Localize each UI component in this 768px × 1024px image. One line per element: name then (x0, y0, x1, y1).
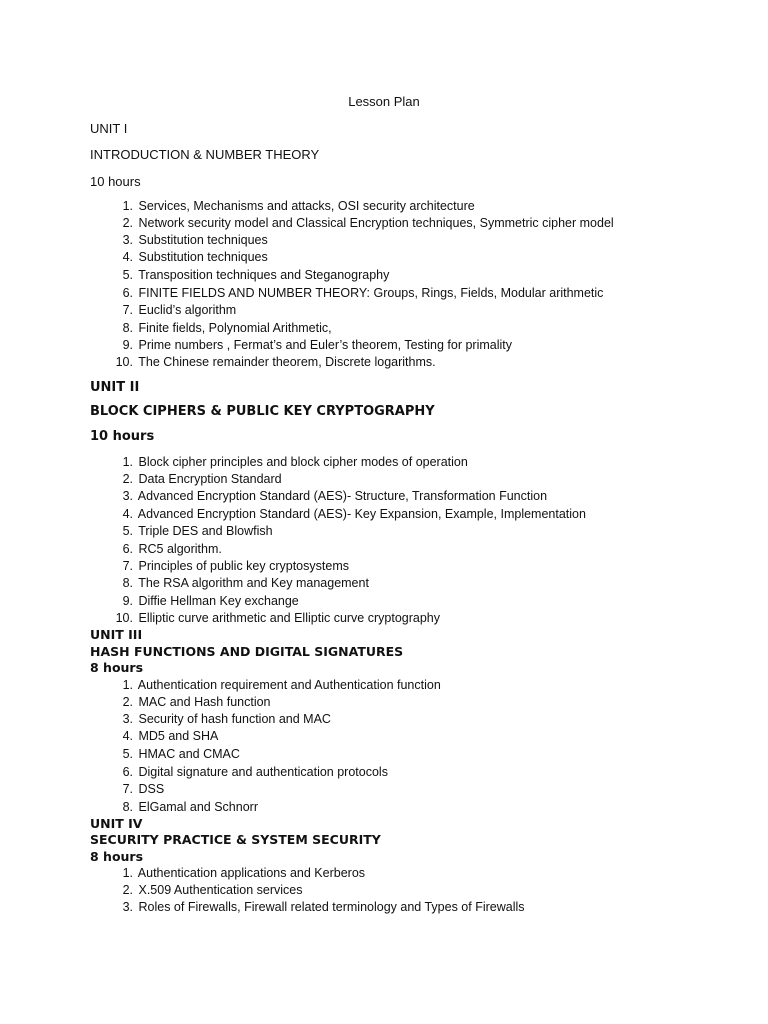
list-item (105, 507, 586, 521)
list-item-text: HMAC and CMAC (138, 747, 240, 761)
list-item-number: 10. (115, 355, 133, 369)
list-item-text: FINITE FIELDS AND NUMBER THEORY: Groups, Rings, Fields, Modular arithmetic (138, 286, 604, 300)
list-item (105, 765, 388, 779)
list-item-number: 3. (122, 233, 133, 247)
unit-4-hours: 8 hours (90, 849, 144, 864)
list-item (105, 216, 614, 230)
list-item (105, 542, 222, 556)
list-item-text: The Chinese remainder theorem, Discrete logarithms. (138, 355, 436, 369)
list-item (105, 303, 236, 317)
list-item-number: 4. (122, 507, 133, 521)
list-item-text: Authentication applications and Kerberos (137, 866, 366, 880)
list-item-number: 7. (122, 559, 133, 573)
list-item-number: 8. (122, 576, 133, 590)
list-item-number: 4. (122, 729, 133, 743)
list-item (105, 678, 441, 692)
list-item-text: Advanced Encryption Standard (AES)- Structure, Transformation Function (137, 489, 548, 503)
unit-1-heading: UNIT I (90, 121, 128, 136)
list-item-number: 3. (122, 712, 133, 726)
list-item-text: Digital signature and authentication protocols (138, 765, 388, 779)
list-item-text: MAC and Hash function (138, 695, 271, 709)
list-item (105, 455, 468, 469)
list-item (105, 321, 332, 335)
list-item-text: MD5 and SHA (138, 729, 219, 743)
list-item-text: Prime numbers , Fermat’s and Euler’s theorem, Testing for primality (138, 338, 513, 352)
list-item-number: 1. (122, 866, 133, 880)
list-item-text: The RSA algorithm and Key management (138, 576, 369, 590)
unit-2-topic: BLOCK CIPHERS & PUBLIC KEY CRYPTOGRAPHY (90, 404, 435, 419)
list-item (105, 489, 547, 503)
unit-4-heading: UNIT IV (90, 816, 143, 831)
list-item-number: 7. (122, 303, 133, 317)
list-item (105, 866, 365, 880)
list-item-number: 3. (122, 489, 133, 503)
list-item (105, 233, 268, 247)
list-item-number: 3. (122, 900, 133, 914)
list-item-number: 6. (122, 286, 133, 300)
list-item-text: Substitution techniques (138, 250, 268, 264)
document-title: Lesson Plan (348, 94, 420, 109)
list-item (105, 268, 389, 282)
list-item (105, 883, 302, 897)
list-item (105, 712, 331, 726)
list-item-number: 9. (122, 338, 133, 352)
list-item (105, 900, 525, 914)
list-item (105, 695, 271, 709)
list-item-number: 9. (122, 594, 133, 608)
list-item-text: Roles of Firewalls, Firewall related terminology and Types of Firewalls (138, 900, 525, 914)
list-item (105, 524, 273, 538)
list-item-number: 2. (122, 216, 133, 230)
list-item (105, 729, 218, 743)
list-item-text: Advanced Encryption Standard (AES)- Key Expansion, Example, Implementation (137, 507, 586, 521)
list-item-text: Authentication requirement and Authentication function (137, 678, 441, 692)
list-item-number: 5. (122, 524, 133, 538)
list-item (105, 611, 440, 625)
list-item-number: 8. (122, 321, 133, 335)
list-item (105, 747, 240, 761)
list-item-text: Block cipher principles and block cipher modes of operation (138, 455, 468, 469)
unit-2-hours: 10 hours (90, 429, 155, 444)
unit-4-topic: SECURITY PRACTICE & SYSTEM SECURITY (90, 832, 381, 847)
list-item-number: 4. (122, 250, 133, 264)
list-item-text: Data Encryption Standard (138, 472, 282, 486)
list-item-text: ElGamal and Schnorr (138, 800, 258, 814)
list-item (105, 250, 268, 264)
list-item (105, 800, 258, 814)
list-item-text: DSS (138, 782, 165, 796)
list-item-text: Substitution techniques (138, 233, 268, 247)
list-item-number: 8. (122, 800, 133, 814)
list-item-text: Diffie Hellman Key exchange (138, 594, 299, 608)
unit-3-topic: HASH FUNCTIONS AND DIGITAL SIGNATURES (90, 644, 404, 659)
unit-1-topic: INTRODUCTION & NUMBER THEORY (90, 147, 320, 162)
list-item (105, 576, 369, 590)
list-item-number: 5. (122, 268, 133, 282)
list-item (105, 782, 164, 796)
list-item-number: 2. (122, 695, 133, 709)
list-item-text: Euclid’s algorithm (138, 303, 237, 317)
list-item-text: Security of hash function and MAC (138, 712, 331, 726)
list-item-text: RC5 algorithm. (138, 542, 222, 556)
list-item-text: Triple DES and Blowfish (138, 524, 273, 538)
list-item-number: 10. (115, 611, 133, 625)
list-item-text: Principles of public key cryptosystems (138, 559, 349, 573)
list-item (105, 199, 475, 213)
list-item (105, 286, 603, 300)
list-item-number: 1. (122, 199, 133, 213)
list-item-number: 1. (122, 455, 133, 469)
list-item-text: Transposition techniques and Steganography (138, 268, 390, 282)
unit-3-hours: 8 hours (90, 660, 144, 675)
list-item-number: 6. (122, 542, 133, 556)
list-item-number: 1. (122, 678, 133, 692)
list-item (105, 559, 349, 573)
unit-2-heading: UNIT II (90, 380, 140, 395)
list-item (105, 472, 282, 486)
list-item-text: Finite fields, Polynomial Arithmetic, (138, 321, 332, 335)
list-item-text: Elliptic curve arithmetic and Elliptic curve cryptography (138, 611, 440, 625)
list-item-text: Services, Mechanisms and attacks, OSI security architecture (138, 199, 475, 213)
list-item-number: 5. (122, 747, 133, 761)
list-item (105, 355, 436, 369)
list-item-number: 2. (122, 883, 133, 897)
list-item-text: X.509 Authentication services (138, 883, 303, 897)
unit-1-hours: 10 hours (90, 174, 141, 189)
list-item-number: 7. (122, 782, 133, 796)
list-item-text: Network security model and Classical Encryption techniques, Symmetric cipher model (138, 216, 614, 230)
list-item-number: 6. (122, 765, 133, 779)
unit-3-heading: UNIT III (90, 627, 143, 642)
list-item (105, 338, 512, 352)
list-item-number: 2. (122, 472, 133, 486)
list-item (105, 594, 299, 608)
